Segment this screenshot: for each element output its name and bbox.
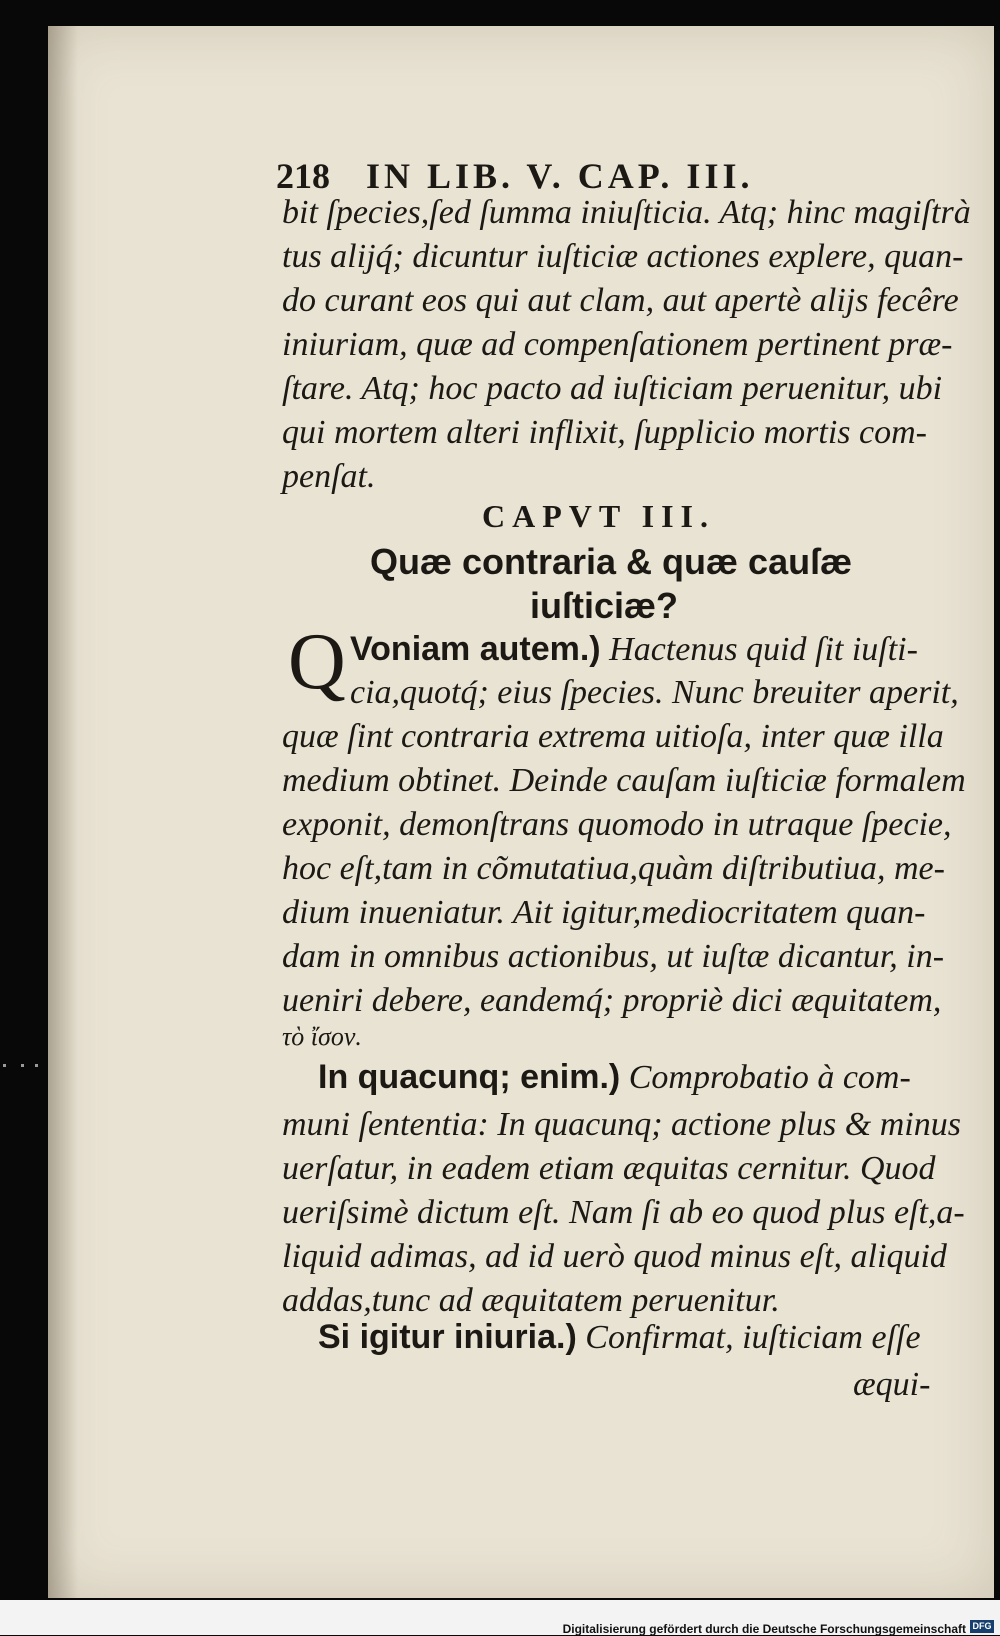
funding-credit: Digitalisierung gefördert durch die Deutsche Forschungsgemeinschaft <box>562 1622 966 1636</box>
scan-artifact <box>35 1064 38 1067</box>
chapter-title-line: Quæ contraria & quæ cauſæ <box>370 541 853 582</box>
text-line: liquid adimas, ad id uerò quod minus eſt, aliquid <box>282 1238 947 1275</box>
text-line: quæ ſint contraria extrema uitioſa, inter quæ illa <box>282 718 944 755</box>
text-line: dam in omnibus actionibus, ut iuſtæ dicantur, in- <box>282 938 945 975</box>
text-line: hoc eſt,tam in cõmutatiua,quàm diſtributiua, me- <box>282 850 945 887</box>
chapter-title-line: iuſticiæ? <box>530 585 679 626</box>
text-run: Comprobatio à com- <box>620 1059 911 1096</box>
dfg-logo: DFG <box>970 1620 994 1633</box>
page-number: 218 <box>276 156 330 196</box>
text-line: tus alijq́; dicuntur iuſticiæ actiones explere, quan- <box>282 238 964 275</box>
greek-text-line: τὸ ἴσον. <box>282 1022 362 1051</box>
drop-cap: Q <box>288 618 346 706</box>
text-line: ueriſsimè dictum eſt. Nam ſi ab eo quod plus eſt,a- <box>282 1194 965 1231</box>
text-line: muni ſententia: In quacunq; actione plus & minus <box>282 1106 961 1143</box>
text-line: ueniri debere, eandemq́; propriè dici æquitatem, <box>282 982 942 1019</box>
text-line: medium obtinet. Deinde cauſam iuſticiæ formalem <box>282 762 966 799</box>
text-line: qui mortem alteri inflixit, ſupplicio mortis com- <box>282 414 928 451</box>
paragraph-first-line <box>318 1320 921 1355</box>
text-line: bit ſpecies,ſed ſumma iniuſticia. Atq; hinc magiſtrà <box>282 194 971 231</box>
catchword: æqui- <box>853 1366 931 1403</box>
text-line: uerſatur, in eadem etiam æquitas cernitur. Quod <box>282 1150 936 1187</box>
lemma: In quacunq; enim.) <box>318 1058 621 1096</box>
text-line: dium inueniatur. Ait igitur,mediocritatem quan- <box>282 894 926 931</box>
running-head <box>276 158 753 194</box>
paragraph-first-line <box>350 632 918 667</box>
scan-artifact <box>3 1064 6 1067</box>
text-run: Confirmat, iuſticiam eſſe <box>576 1319 921 1356</box>
paragraph-first-line <box>318 1060 911 1095</box>
text-run: Hactenus quid ſit iuſti- <box>600 631 918 668</box>
lemma: Si igitur iniuria.) <box>318 1318 577 1356</box>
text-line: iniuriam, quæ ad compenſationem pertinent præ- <box>282 326 953 363</box>
text-line: do curant eos qui aut clam, aut apertè alijs fecêre <box>282 282 959 319</box>
chapter-heading: CAPVT III. <box>482 498 715 534</box>
text-line: addas,tunc ad æquitatem peruenitur. <box>282 1282 780 1319</box>
text-line: cia,quotq́; eius ſpecies. Nunc breuiter aperit, <box>350 674 959 711</box>
scan-artifact <box>21 1064 24 1067</box>
running-head-title: IN LIB. V. CAP. III. <box>366 156 754 196</box>
text-line: ſtare. Atq; hoc pacto ad iuſticiam peruenitur, ubi <box>282 370 943 407</box>
text-line: penſat. <box>282 458 376 495</box>
text-line: exponit, demonſtrans quomodo in utraque ſpecie, <box>282 806 952 843</box>
lemma: Voniam autem.) <box>350 630 601 668</box>
